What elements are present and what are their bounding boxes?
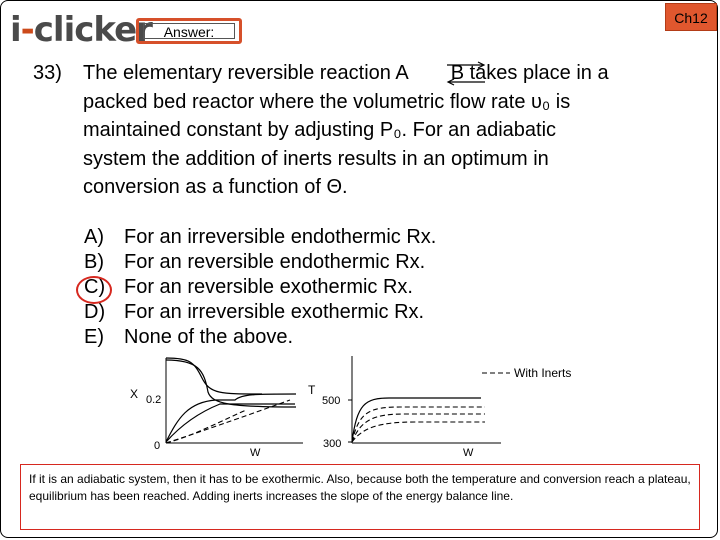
legend: [480, 364, 600, 384]
choice-e[interactable]: E) None of the above.: [84, 326, 294, 348]
conversion-plot: [120, 352, 310, 462]
question-line-5: conversion as a function of Θ.: [83, 176, 348, 198]
tick-label-300: 300: [323, 438, 342, 450]
tick-label-origin: 0: [154, 440, 161, 452]
selected-answer-circle: [76, 276, 112, 304]
choice-b[interactable]: B) For an reversible endothermic Rx.: [84, 251, 426, 273]
temperature-plot: [305, 352, 505, 462]
chapter-badge: Ch12: [665, 3, 717, 31]
w-axis-label-left: W: [250, 447, 261, 459]
question-line-1b: B takes place in a: [450, 62, 609, 84]
curve-x-eq-1: [166, 358, 262, 394]
curve-x-solid: [166, 394, 296, 442]
question-line-3: maintained constant by adjusting P₀. For an adiabatic: [83, 119, 557, 141]
answer-label: Answer:: [143, 23, 235, 39]
question-line-1a: The elementary reversible reaction A: [83, 62, 409, 84]
tick-label-500: 500: [322, 395, 341, 407]
curve-t-dashed-1: [352, 407, 485, 442]
question-number: 33): [33, 62, 62, 84]
t-axis-label: T: [308, 383, 316, 397]
legend-label: With Inerts: [514, 366, 572, 380]
choice-c[interactable]: C) For an reversible exothermic Rx.: [84, 276, 413, 298]
x-axis-label-left: X: [130, 387, 139, 401]
iclicker-logo: i-clicker: [10, 10, 152, 50]
choice-a[interactable]: A) For an irreversible endothermic Rx.: [84, 226, 437, 248]
curve-x-dashed-2: [166, 410, 246, 443]
curve-t-dashed-2: [352, 414, 485, 442]
explanation-box: If it is an adiabatic system, then it has to be exothermic. Also, because both the temperature and conversion reach a plateau, equilibrium has been reached. Adding inerts increases the slope of the energy balance line.: [20, 464, 700, 530]
tick-label-0-2: 0.2: [146, 394, 162, 406]
curve-t-dashed-3: [352, 422, 485, 442]
choice-d[interactable]: D) For an irreversible exothermic Rx.: [84, 301, 425, 323]
question-line-4: system the addition of inerts results in an optimum in: [83, 147, 549, 170]
question-text: [83, 59, 609, 202]
answer-choices: [84, 225, 436, 350]
curve-t-solid: [352, 398, 481, 442]
answer-box: [136, 18, 242, 44]
question-line-2: packed bed reactor where the volumetric flow rate υ₀ is: [83, 90, 571, 113]
reversible-arrows-icon: [443, 60, 489, 90]
w-axis-label-right: W: [463, 447, 474, 459]
